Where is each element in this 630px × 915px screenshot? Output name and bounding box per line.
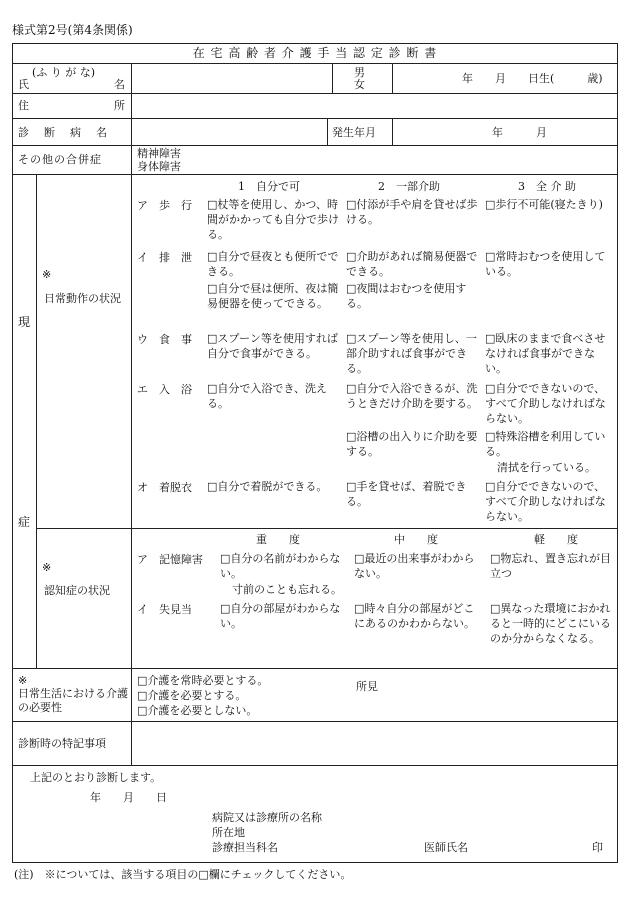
findings-label: 所見	[356, 680, 378, 693]
care-necessity-label: 日常生活における介護の必要性	[18, 687, 128, 714]
adl-dressing-partial-option[interactable]: □手を貸せば、着脱できる。	[346, 480, 467, 508]
adl-walking-partial-option[interactable]: □付添が手や肩を貸せば歩ける。	[346, 198, 478, 226]
adl-header-partial: 2 一部介助	[378, 180, 440, 193]
care-option-needed[interactable]: □介護を必要とする。	[137, 689, 247, 702]
adl-eating-label: ウ 食 事	[137, 333, 192, 346]
adl-walking-label: ア 歩 行	[137, 199, 192, 212]
sex-male[interactable]: 男	[354, 66, 365, 79]
onset-label: 発生年月	[332, 126, 376, 139]
adl-bathing-label: エ 入 浴	[137, 383, 192, 396]
adl-bathing-partial-option-2[interactable]: □浴槽の出入りに介助を要する。	[346, 430, 478, 458]
adl-walking-full-option[interactable]: □歩行不可能(寝たきり)	[485, 198, 603, 211]
hospital-name-label: 病院又は診療所の名称	[212, 811, 322, 824]
complication-physical: 身体障害	[137, 160, 181, 173]
adl-label: 日常動作の状況	[44, 292, 121, 305]
diagnosis-field[interactable]	[133, 119, 326, 144]
adl-bathing-full-option-1[interactable]: □自分でできないので、すべて介助しなければならない。	[485, 382, 606, 425]
adl-eating-self-option[interactable]: □スプーン等を使用すれば自分で食事ができる。	[207, 332, 338, 360]
dementia-memory-severe-note: 寸前のことも忘れる。	[232, 583, 342, 596]
care-necessity-mark: ※	[18, 674, 28, 687]
adl-bathing-full-note: 清拭を行っている。	[497, 461, 596, 474]
other-complications-label: その他の合併症	[18, 153, 102, 166]
diagnosis-label: 診 断 病 名	[18, 126, 109, 139]
adl-dressing-full-option[interactable]: □自分でできないので、すべて介助しなければならない。	[485, 480, 606, 523]
adl-dressing-label: オ 着脱衣	[137, 481, 192, 494]
certification-date[interactable]: 年 月 日	[90, 791, 167, 804]
adl-excretion-label: イ 排 泄	[137, 251, 192, 264]
dementia-header-mild: 軽 度	[534, 533, 578, 546]
care-option-always[interactable]: □介護を常時必要とする。	[137, 674, 269, 687]
address-label-a: 住	[18, 99, 29, 112]
adl-mark: ※	[42, 268, 52, 281]
dementia-disorientation-mild-option[interactable]: □異なった環境におかれると一時的にどこにいるのか分からなくなる。	[490, 602, 611, 645]
dementia-memory-moderate-option[interactable]: □最近の出来事がわからない。	[354, 552, 475, 580]
special-notes-label: 診断時の特記事項	[18, 737, 106, 750]
dementia-disorientation-label: イ 失見当	[137, 603, 192, 616]
current-symptoms-char-2: 症	[18, 515, 31, 529]
current-symptoms-char-1: 現	[18, 315, 31, 329]
adl-eating-partial-option[interactable]: □スプーン等を使用し、一部介助すれば食事ができる。	[346, 332, 477, 375]
adl-excretion-partial-option-2[interactable]: □夜間はおむつを使用する。	[346, 282, 467, 310]
special-notes-field[interactable]	[133, 722, 617, 764]
adl-header-self: 1 自分で可	[238, 180, 300, 193]
adl-bathing-self-option[interactable]: □自分で入浴でき、洗える。	[207, 382, 327, 410]
department-label: 診療担当科名	[212, 841, 278, 854]
name-label-b: 名	[114, 78, 125, 91]
dementia-label: 認知症の状況	[44, 584, 110, 597]
sex-female[interactable]: 女	[354, 78, 365, 91]
dementia-memory-label: ア 記憶障害	[137, 553, 203, 566]
dementia-header-severe: 重 度	[256, 533, 300, 546]
form-title: 在 宅 高 齢 者 介 護 手 当 認 定 診 断 書	[192, 46, 438, 60]
birthdate-field[interactable]: 年 月 日生( 歳)	[462, 72, 603, 85]
form-number: 様式第2号(第4条関係)	[12, 23, 133, 37]
seal-mark: 印	[592, 841, 603, 854]
dementia-header-moderate: 中 度	[394, 533, 438, 546]
name-field[interactable]	[133, 64, 331, 92]
certification-statement: 上記のとおり診断します。	[30, 771, 162, 784]
dementia-disorientation-severe-option[interactable]: □自分の部屋がわからない。	[220, 602, 341, 630]
adl-excretion-self-option-2[interactable]: □自分で昼は便所、夜は簡易便器を使ってできる。	[207, 282, 339, 310]
hospital-address-label: 所在地	[212, 826, 245, 839]
dementia-memory-severe-option[interactable]: □自分の名前がわからない。	[220, 552, 341, 580]
adl-eating-full-option[interactable]: □臥床のままで食べさせなければ食事ができない。	[485, 332, 606, 375]
doctor-name-label: 医師氏名	[424, 841, 468, 854]
adl-bathing-full-option-2[interactable]: □特殊浴槽を利用している。	[485, 430, 606, 458]
adl-header-full: 3 全 介 助	[518, 180, 576, 193]
dementia-disorientation-moderate-option[interactable]: □時々自分の部屋がどこにあるのかわからない。	[354, 602, 475, 630]
name-label-a: 氏	[18, 78, 29, 91]
dementia-memory-mild-option[interactable]: □物忘れ、置き忘れが目立つ	[490, 552, 612, 580]
dementia-mark: ※	[42, 561, 52, 574]
adl-walking-self-option[interactable]: □杖等を使用し、かつ、時間がかかっても自分で歩ける。	[207, 198, 339, 241]
adl-excretion-self-option-1[interactable]: □自分で昼夜とも便所でできる。	[207, 250, 339, 278]
furigana-label: (ふ り が な)	[32, 66, 96, 79]
adl-dressing-self-option[interactable]: □自分で着脱ができる。	[207, 480, 328, 493]
footnote: (注) ※については、該当する項目の□欄にチェックしてください。	[14, 868, 352, 881]
address-field[interactable]	[133, 94, 617, 117]
adl-excretion-partial-option-1[interactable]: □介助があれば簡易便器でできる。	[346, 250, 478, 278]
adl-bathing-partial-option-1[interactable]: □自分で入浴できるが、洗うときだけ介助を要する。	[346, 382, 478, 410]
onset-field[interactable]: 年 月	[492, 126, 547, 139]
care-option-not-needed[interactable]: □介護を必要としない。	[137, 704, 258, 717]
complication-mental: 精神障害	[137, 147, 181, 160]
adl-excretion-full-option[interactable]: □常時おむつを使用している。	[485, 250, 606, 278]
address-label-b: 所	[114, 99, 125, 112]
